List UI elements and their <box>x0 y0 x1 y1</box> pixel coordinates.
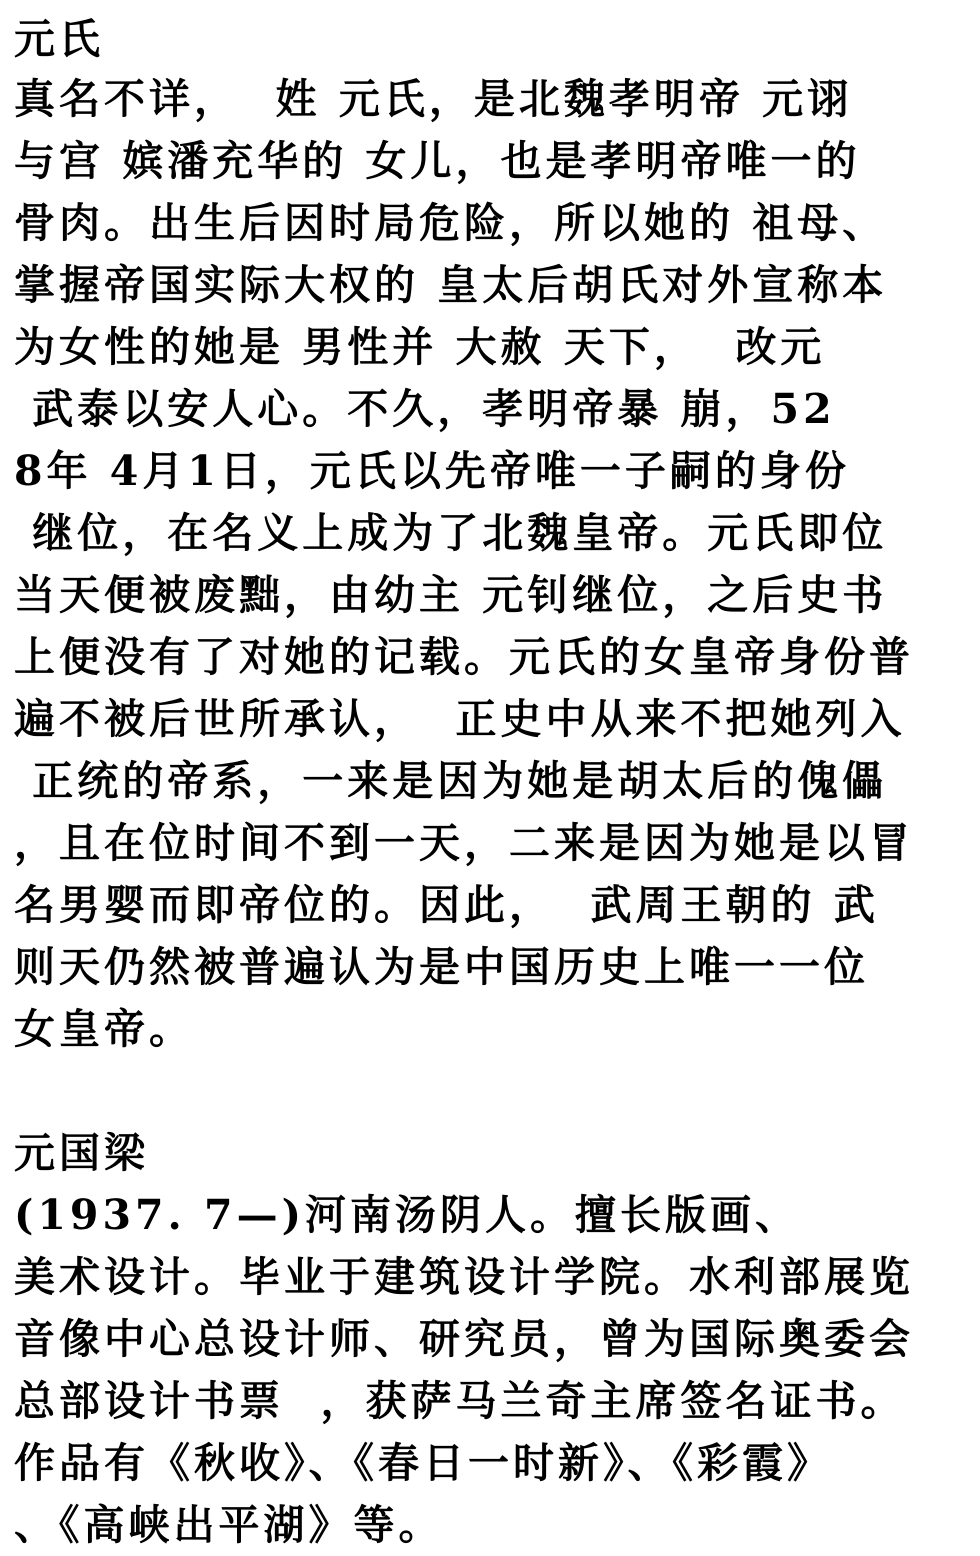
entry-text-line: 骨肉。出生后因时局危险，所以她的 祖母、 <box>14 199 888 247</box>
entry-text-line: 正统的帝系，一来是因为她是胡太后的傀儡 <box>14 757 888 805</box>
entry-title: 元国梁 <box>14 1129 149 1177</box>
entry-text-line: 与宫 嫔潘充华的 女儿，也是孝明帝唯一的 <box>14 137 861 185</box>
entry-text-line: 、《高峡出平湖》等。 <box>14 1501 444 1549</box>
entry-text-line: 遍不被后世所承认， 正史中从来不把她列入 <box>14 695 906 743</box>
entry-text-line: 武泰以安人心。不久，孝明帝暴 崩，52 <box>14 385 836 433</box>
entry-text-line: 为女性的她是 男性并 大赦 天下， 改元 <box>14 323 826 371</box>
entry-text-line: 上便没有了对她的记载。元氏的女皇帝身份普 <box>14 633 914 681</box>
entry-text-line: 掌握帝国实际大权的 皇太后胡氏对外宣称本 <box>14 261 888 309</box>
entry-text-line: (1937. 7—)河南汤阴人。擅长版画、 <box>14 1191 800 1239</box>
entry-text-line: 总部设计书票 ，获萨马兰奇主席签名证书。 <box>14 1377 906 1425</box>
entry-text-line: 真名不详， 姓 元氏，是北魏孝明帝 元诩 <box>14 75 853 123</box>
entry-text-line: 音像中心总设计师、研究员，曾为国际奥委会 <box>14 1315 914 1363</box>
entry-text-line: 当天便被废黜，由幼主 元钊继位，之后史书 <box>14 571 888 619</box>
entry-text-line: 名男婴而即帝位的。因此， 武周王朝的 武 <box>14 881 879 929</box>
entry-text-line: 则天仍然被普遍认为是中国历史上唯一一位 <box>14 943 869 991</box>
entry-text-line: 作品有《秋收》、《春日一时新》、《彩霞》 <box>14 1439 832 1487</box>
entry-text-line: 继位，在名义上成为了北魏皇帝。元氏即位 <box>14 509 888 557</box>
entry-text-line: ，且在位时间不到一天，二来是因为她是以冒 <box>14 819 914 867</box>
entry-text-line: 女皇帝。 <box>14 1005 194 1053</box>
entry-title: 元氏 <box>14 15 104 63</box>
entry-text-line: 美术设计。毕业于建筑设计学院。水利部展览 <box>14 1253 914 1301</box>
entry-text-line: 8年 4月1日，元氏以先帝唯一子嗣的身份 <box>14 447 850 495</box>
